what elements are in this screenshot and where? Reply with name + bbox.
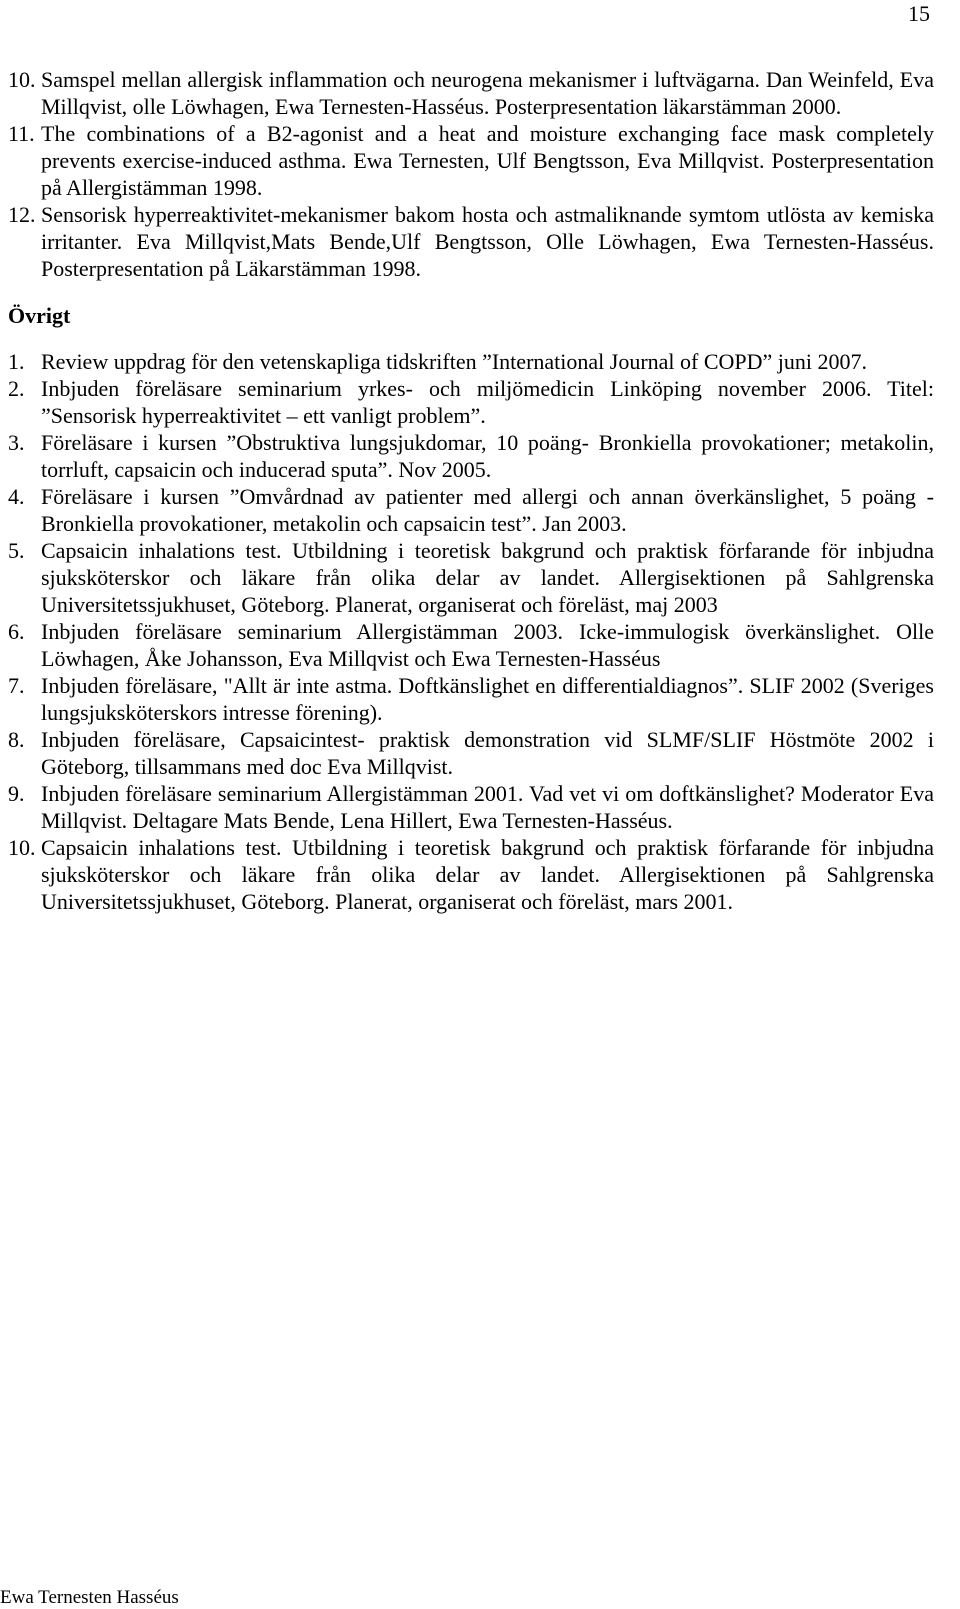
list-item [8,834,934,915]
list-item-number: 1. [8,349,25,374]
list-item-text: Föreläsare i kursen ”Omvårdnad av patienter med allergi och annan överkänslighet, 5 poäng - Bronkiella provokationer, metakolin och capsaicin test”. Jan 2003. [41,484,934,536]
list-item-text: Review uppdrag för den vetenskapliga tidskriften ”International Journal of COPD” juni 2007. [41,349,868,374]
list-item-number: 12. [8,202,36,227]
publication-list [8,66,934,282]
list-item-number: 7. [8,673,25,698]
list-item-text: Inbjuden föreläsare, Capsaicintest- praktisk demonstration vid SLMF/SLIF Höstmöte 2002 i Göteborg, tillsammans med doc Eva Millqvist. [41,727,934,779]
list-item-text: Capsaicin inhalations test. Utbildning i teoretisk bakgrund och praktisk förfarande för inbjudna sjuksköterskor och läkare från olika delar av landet. Allergisektionen på Sahlgrenska Universitetssjukhuset, Göteborg. Planerat, organiserat och föreläst, maj 2003 [41,538,934,617]
list-item-text: Capsaicin inhalations test. Utbildning i teoretisk bakgrund och praktisk förfarande för inbjudna sjuksköterskor och läkare från olika delar av landet. Allergisektionen på Sahlgrenska Universitetssjukhuset, Göteborg. Planerat, organiserat och föreläst, mars 2001. [41,835,934,914]
list-item-text: Inbjuden föreläsare, "Allt är inte astma. Doftkänslighet en differentialdiagnos”. SLIF 2002 (Sveriges lungsjuksköterskors intresse förening). [41,673,934,725]
list-item-text: Samspel mellan allergisk inflammation och neurogena mekanismer i luftvägarna. Dan Weinfeld, Eva Millqvist, olle Löwhagen, Ewa Ternesten-Hasséus. Posterpresentation läkarstämman 2000. [41,67,934,119]
list-item [8,120,934,201]
list-item-number: 8. [8,727,25,752]
list-item [8,66,934,120]
list-item-text: Sensorisk hyperreaktivitet-mekanismer bakom hosta och astmaliknande symtom utlösta av kemiska irritanter. Eva Millqvist,Mats Bende,Ulf Bengtsson, Olle Löwhagen, Ewa Ternesten-Hasséus. Posterpresentation på Läkarstämman 1998. [41,202,934,281]
document-body [8,66,934,915]
list-item-number: 10. [8,835,36,860]
page-footer: Ewa Ternesten Hasséus [0,1587,179,1608]
list-item-number: 4. [8,484,25,509]
list-item-text: The combinations of a B2-agonist and a heat and moisture exchanging face mask completely prevents exercise-induced asthma. Ewa Ternesten, Ulf Bengtsson, Eva Millqvist. Posterpresentation på Allergistämman 1998. [41,121,934,200]
section-heading: Övrigt [8,303,71,328]
list-item-text: Inbjuden föreläsare seminarium Allergistämman 2001. Vad vet vi om doftkänslighet? Moderator Eva Millqvist. Deltagare Mats Bende, Lena Hillert, Ewa Ternesten-Hasséus. [41,781,934,833]
other-list [8,348,934,915]
list-item [8,375,934,429]
list-item-number: 11. [8,121,35,146]
list-item-number: 10. [8,67,36,92]
list-item-number: 2. [8,376,25,401]
list-item [8,780,934,834]
list-item-number: 5. [8,538,25,563]
list-item [8,348,934,375]
list-item-number: 9. [8,781,25,806]
list-item [8,429,934,483]
list-item [8,201,934,282]
list-item-text: Inbjuden föreläsare seminarium Allergistämman 2003. Icke-immulogisk överkänslighet. Olle Löwhagen, Åke Johansson, Eva Millqvist och Ewa Ternesten-Hasséus [41,619,934,671]
page-number: 15 [908,1,930,26]
list-item [8,537,934,618]
list-item-text: Föreläsare i kursen ”Obstruktiva lungsjukdomar, 10 poäng- Bronkiella provokationer; metakolin, torrluft, capsaicin och inducerad sputa”. Nov 2005. [41,430,934,482]
list-item [8,483,934,537]
list-item [8,726,934,780]
list-item [8,618,934,672]
list-item [8,672,934,726]
list-item-number: 3. [8,430,25,455]
list-item-number: 6. [8,619,25,644]
list-item-text: Inbjuden föreläsare seminarium yrkes- och miljömedicin Linköping november 2006. Titel: ”Sensorisk hyperreaktivitet – ett vanligt problem”. [41,376,934,428]
